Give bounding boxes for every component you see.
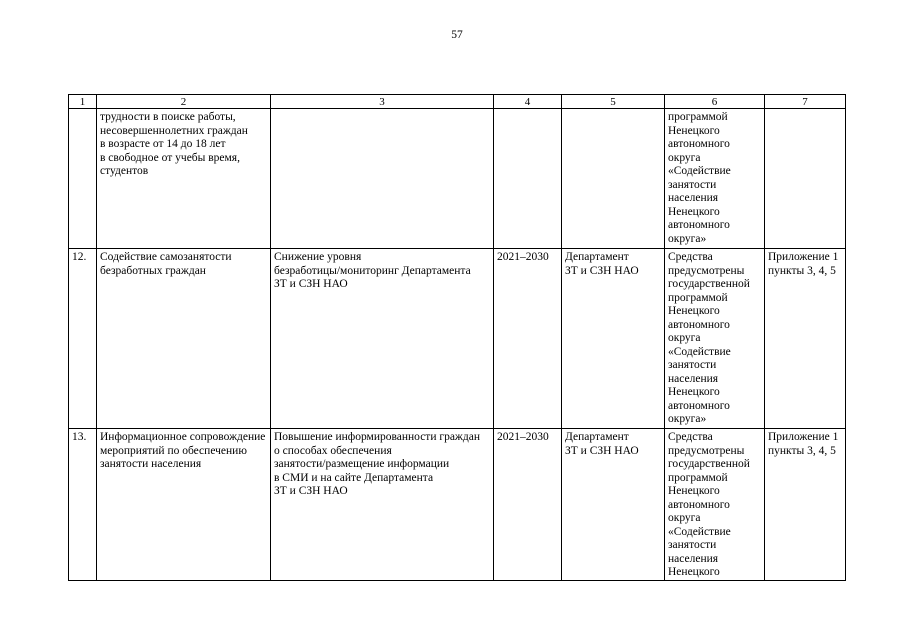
funding-cell: программой Ненецкого автономного округа «Содействие занятости населения Ненецкого автономного округа» bbox=[665, 109, 765, 249]
result-cell: Снижение уровня безработицы/мониторинг Департамента ЗТ и СЗН НАО bbox=[271, 249, 494, 429]
period-cell: 2021–2030 bbox=[494, 429, 562, 581]
reference-cell bbox=[765, 109, 846, 249]
table-row bbox=[69, 249, 846, 429]
period-cell: 2021–2030 bbox=[494, 249, 562, 429]
table-header-cell: 5 bbox=[562, 95, 665, 109]
result-cell: Повышение информированности граждан о способах обеспечения занятости/размещение информации в СМИ и на сайте Департамента ЗТ и СЗН НАО bbox=[271, 429, 494, 581]
funding-cell: Средства предусмотрены государственной программой Ненецкого автономного округа «Содействие занятости населения Ненецкого bbox=[665, 429, 765, 581]
table-header-cell: 4 bbox=[494, 95, 562, 109]
row-number: 13. bbox=[69, 429, 97, 581]
executor-cell: Департамент ЗТ и СЗН НАО bbox=[562, 429, 665, 581]
table-header-cell: 3 bbox=[271, 95, 494, 109]
result-cell bbox=[271, 109, 494, 249]
reference-cell: Приложение 1 пункты 3, 4, 5 bbox=[765, 429, 846, 581]
table-row bbox=[69, 429, 846, 581]
funding-cell: Средства предусмотрены государственной программой Ненецкого автономного округа «Содействие занятости населения Ненецкого автономного округа» bbox=[665, 249, 765, 429]
page-number: 57 bbox=[451, 29, 463, 41]
table-header-row bbox=[69, 95, 846, 109]
table-header-cell: 7 bbox=[765, 95, 846, 109]
reference-cell: Приложение 1 пункты 3, 4, 5 bbox=[765, 249, 846, 429]
table-row bbox=[69, 109, 846, 249]
measure-cell: трудности в поиске работы, несовершеннолетних граждан в возрасте от 14 до 18 лет в свободное от учебы время, студентов bbox=[97, 109, 271, 249]
table-header-cell: 6 bbox=[665, 95, 765, 109]
measures-table bbox=[68, 94, 846, 581]
table-header-cell: 1 bbox=[69, 95, 97, 109]
row-number bbox=[69, 109, 97, 249]
table-header-cell: 2 bbox=[97, 95, 271, 109]
measure-cell: Информационное сопровождение мероприятий по обеспечению занятости населения bbox=[97, 429, 271, 581]
row-number: 12. bbox=[69, 249, 97, 429]
measure-cell: Содействие самозанятости безработных граждан bbox=[97, 249, 271, 429]
executor-cell bbox=[562, 109, 665, 249]
period-cell bbox=[494, 109, 562, 249]
executor-cell: Департамент ЗТ и СЗН НАО bbox=[562, 249, 665, 429]
